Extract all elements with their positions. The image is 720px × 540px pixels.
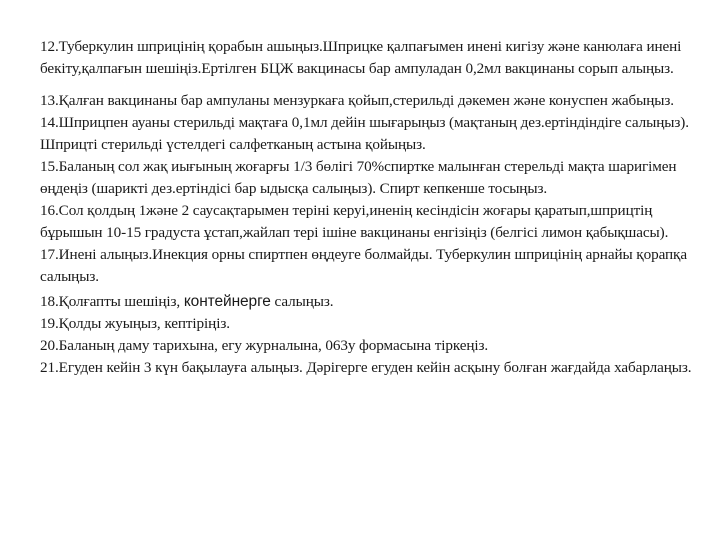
step-18-emphasis: контейнерге (183, 293, 271, 310)
step-18 (40, 291, 708, 313)
step-18-text-end: салыңыз. (270, 293, 334, 310)
step-16: 16.Сол қолдың 1және 2 саусақтарымен теріні керуі,иненің кесіндісін жоғары қаратып,шприцтің бұрышын 10-15 градуста ұстап,жайлап тері ішіне вакцинаны енгізіңіз (белгісі лимон қабықшасы). (40, 202, 669, 241)
step-20: 20.Баланың даму тарихына, егу журналына, 063у формасына тіркеңіз. (40, 337, 489, 354)
step-19: 19.Қолды жуыңыз, кептіріңіз. (40, 315, 230, 332)
instructions-text (40, 36, 708, 379)
step-17: 17.Инені алыңыз.Инекция орны спиртпен өңдеуге болмайды. Туберкулин шприцінің арнайы қорапқа салыңыз. (40, 246, 687, 285)
step-13: 13.Қалған вакцинаны бар ампуланы мензуркаға қойып,стерильді дәкемен және конуспен жабыңыз. (40, 92, 674, 109)
step-18-text-start: 18.Қолғапты шешіңіз, (40, 293, 184, 310)
step-21: 21.Егуден кейін 3 күн бақылауға алыңыз. Дәрігерге егуден кейін асқыну болған жағдайда хабарлаңыз. (40, 359, 692, 376)
step-14: 14.Шприцпен ауаны стерильді мақтаға 0,1мл дейін шығарыңыз (мақтаның дез.ертіндіндіге салыңыз). Шприцті стерильді үстелдегі салфетканың астына қойыңыз. (40, 114, 689, 153)
step-12: 12.Туберкулин шприцінің қорабын ашыңыз.Шприцке қалпағымен инені кигізу және канюлаға инені бекіту,қалпағын шешіңіз.Ертілген БЦЖ вакцинасы бар ампуладан 0,2мл вакцинаны сорып алыңыз. (40, 38, 682, 77)
step-15: 15.Баланың сол жақ иығының жоғарғы 1/3 бөлігі 70%спиртке малынған стерельді мақта шаригімен өңдеңіз (шарикті дез.ертіндісі бар ыдысқа салыңыз). Спирт кепкенше тосыңыз. (40, 158, 677, 197)
